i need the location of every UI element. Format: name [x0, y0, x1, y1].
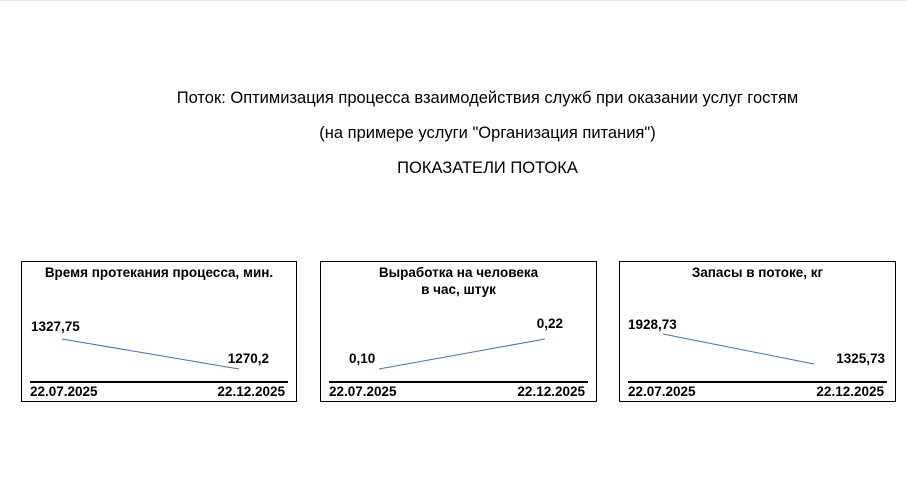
series-line [379, 339, 545, 369]
series-line [663, 334, 814, 364]
value-label-end: 1325,73 [836, 351, 885, 366]
x-axis-line [329, 381, 588, 383]
x-tick-label-end: 22.12.2025 [217, 384, 285, 399]
value-label-start: 0,10 [349, 351, 376, 366]
chart-panel-process-time [21, 261, 297, 402]
x-axis-line [628, 381, 887, 383]
flow-title: Поток: Оптимизация процесса взаимодействия служб при оказании услуг гостям [176, 89, 799, 107]
value-label-end: 0,22 [536, 316, 563, 331]
x-tick-label-start: 22.07.2025 [628, 384, 696, 399]
chart-title: Выработка на человека в час, штук [378, 265, 539, 297]
value-label-start: 1327,75 [31, 319, 80, 334]
x-tick-label-start: 22.07.2025 [329, 384, 397, 399]
chart-title: Время протекания процесса, мин. [44, 265, 274, 280]
indicators-heading: ПОКАЗАТЕЛИ ПОТОКА [397, 159, 578, 177]
x-axis-line [30, 381, 288, 383]
top-border [0, 0, 907, 1]
chart-panel-output-per-person [320, 261, 597, 402]
value-label-start: 1928,73 [628, 317, 677, 332]
value-label-end: 1270,2 [227, 351, 269, 366]
x-tick-label-end: 22.12.2025 [517, 384, 585, 399]
x-tick-label-start: 22.07.2025 [30, 384, 98, 399]
series-line [62, 339, 239, 369]
chart-panel-inventory [619, 261, 896, 402]
x-tick-label-end: 22.12.2025 [816, 384, 884, 399]
flow-subtitle: (на примере услуги "Организация питания") [319, 124, 656, 142]
chart-title: Запасы в потоке, кг [691, 265, 824, 280]
